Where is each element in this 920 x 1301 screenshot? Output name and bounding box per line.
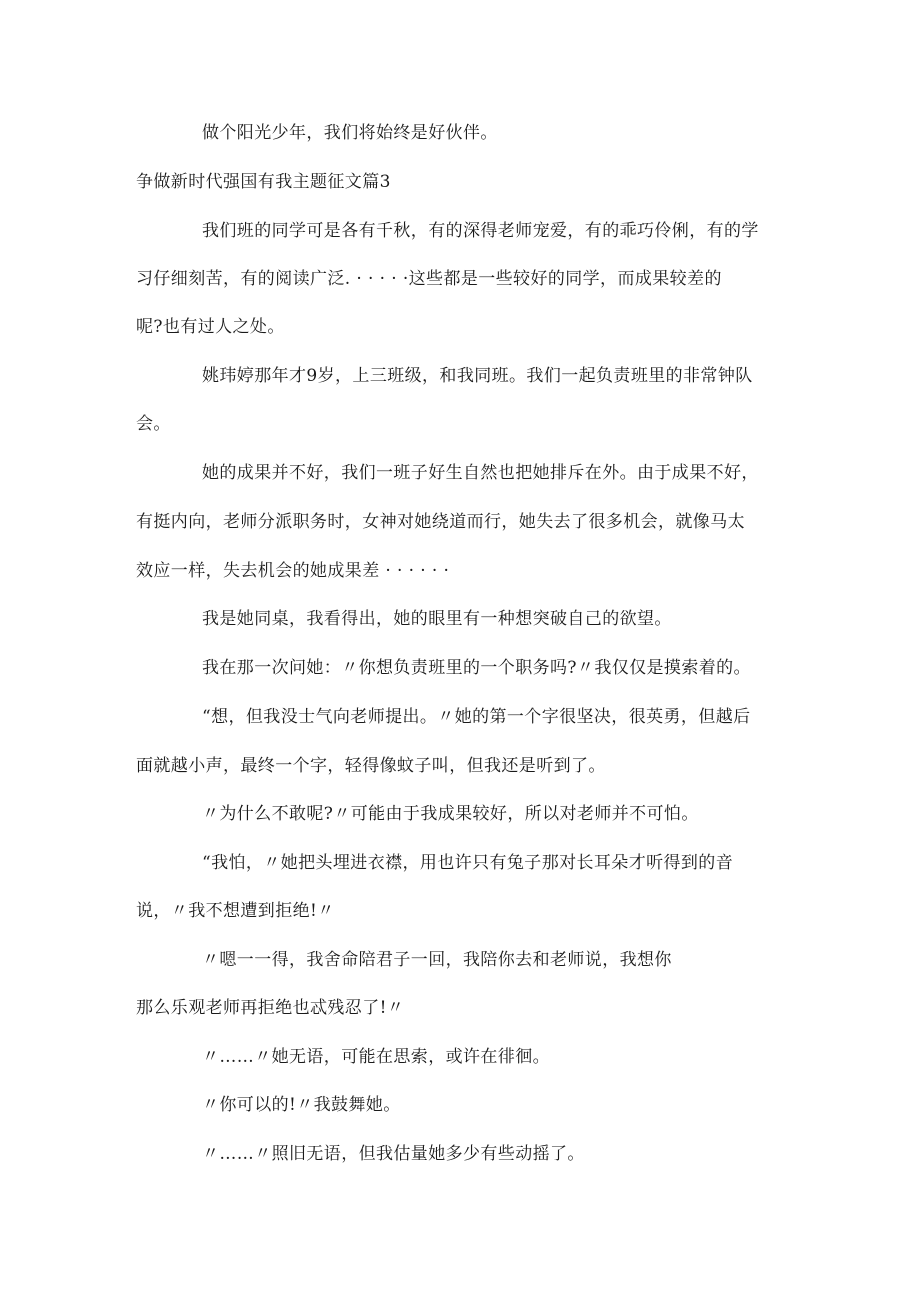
paragraph-line: 有挺内向，老师分派职务时，女神对她绕道而行，她失去了很多机会，就像马太 (136, 512, 745, 532)
paragraph-line: 姚玮婷那年才9岁，上三班级，和我同班。我们一起负责班里的非常钟队 (202, 366, 753, 386)
paragraph-line: 〃……〃照旧无语，但我估量她多少有些动摇了。 (202, 1144, 585, 1164)
paragraph-line: 她的成果并不好，我们一班子好生自然也把她排斥在外。由于成果不好， (202, 463, 759, 483)
paragraph-line: 呢?也有过人之处。 (136, 317, 285, 337)
paragraph-line: “我怕，〃她把头埋进衣襟，用也许只有兔子那对长耳朵才听得到的音 (202, 853, 734, 873)
paragraph-line: 会。 (136, 414, 171, 434)
paragraph-line: 习仔细刻苦，有的阅读广泛. · · · · ·这些都是一些较好的同学，而成果较差的 (136, 269, 722, 289)
paragraph-line: 我在那一次问她：〃你想负责班里的一个职务吗?〃我仅仅是摸索着的。 (202, 658, 751, 678)
paragraph-line: 〃为什么不敢呢?〃可能由于我成果较好，所以对老师并不可怕。 (202, 804, 699, 824)
paragraph-line: 那么乐观老师再拒绝也忒残忍了!〃 (136, 998, 405, 1018)
paragraph-line: 说，〃我不想遭到拒绝!〃 (136, 901, 335, 921)
paragraph-line: 〃你可以的!〃我鼓舞她。 (202, 1095, 401, 1115)
paragraph-line: 〃……〃她无语，可能在思索，或许在徘徊。 (202, 1047, 550, 1067)
section-heading: 争做新时代强国有我主题征文篇3 (136, 172, 391, 192)
paragraph-line: 我们班的同学可是各有千秋，有的深得老师宠爱，有的乖巧伶俐，有的学 (202, 221, 759, 241)
paragraph-line: 〃嗯一一得，我舍命陪君子一回，我陪你去和老师说，我想你 (202, 950, 672, 970)
paragraph-line: “想，但我没士气向老师提出。〃她的第一个字很坚决，很英勇，但越后 (202, 707, 751, 727)
paragraph-line: 我是她同桌，我看得出，她的眼里有一种想突破自己的欲望。 (202, 609, 672, 629)
paragraph-line: 效应一样，失去机会的她成果差 · · · · · · (136, 561, 450, 581)
paragraph-line: 做个阳光少年，我们将始终是好伙伴。 (202, 123, 498, 143)
paragraph-line: 面就越小声，最终一个字，轻得像蚊子叫，但我还是听到了。 (136, 756, 606, 776)
